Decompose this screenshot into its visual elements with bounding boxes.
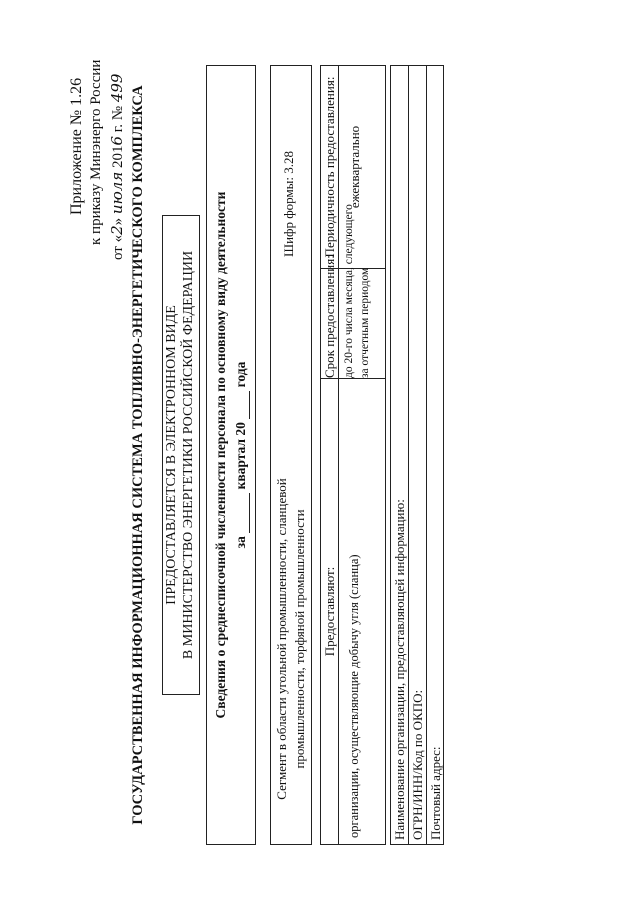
form-code: Шифр формы: 3.28	[281, 150, 296, 258]
segment-line-2: промышленности, торфяной промышленности	[292, 509, 307, 769]
date-mid: »	[110, 217, 126, 226]
order-number: 499	[108, 73, 126, 103]
address-label: Почтовый адрес:	[428, 746, 443, 840]
appendix-number: Приложение № 1.26	[68, 77, 85, 215]
report-title-box	[206, 65, 256, 845]
date-year-digit: 6	[108, 135, 126, 146]
report-period	[233, 66, 250, 844]
provided-line-2: В МИНИСТЕРСТВО ЭНЕРГЕТИКИ РОССИЙСКОЙ ФЕДЕРАЦИИ	[181, 250, 196, 660]
report-title: Сведения о среднесписочной численности персонала по основному виду деятельности	[213, 191, 228, 719]
date-suffix: г. №	[110, 105, 126, 133]
header-deadline: Срок предоставления:	[322, 255, 337, 378]
header-divider	[338, 66, 339, 844]
order-reference: к приказу Минэнерго России	[88, 59, 104, 245]
date-prefix: от «	[110, 234, 126, 260]
segment-box	[270, 65, 312, 845]
ogrn-underline	[426, 66, 427, 844]
cell-deadline-1: до 20-го числа месяца, следующего	[343, 204, 355, 378]
provided-box	[162, 215, 200, 695]
year-blank	[233, 391, 250, 419]
cell-deadline-2: за отчетным периодом	[359, 267, 371, 378]
period-suffix: года	[233, 361, 248, 388]
quarter-blank	[233, 493, 250, 533]
order-date-line	[108, 74, 127, 260]
system-title: ГОСУДАРСТВЕННАЯ ИНФОРМАЦИОННАЯ СИСТЕМА ТОПЛИВНО-ЭНЕРГЕТИЧЕСКОГО КОМПЛЕКСА	[130, 85, 146, 825]
org-name-underline	[408, 66, 409, 844]
segment-line-1: Сегмент в области угольной промышленности, сланцевой	[274, 478, 289, 800]
period-mid: квартал 20	[233, 422, 248, 490]
submission-table	[320, 65, 386, 845]
provided-line-1: ПРЕДОСТАВЛЯЕТСЯ В ЭЛЕКТРОННОМ ВИДЕ	[164, 305, 179, 605]
date-month: июля	[108, 171, 126, 215]
period-prefix: за	[233, 536, 248, 549]
org-name-label: Наименование организации, предоставляющей информацию:	[392, 499, 407, 840]
org-info-box	[390, 65, 444, 845]
ogrn-label: ОГРН/ИНН/Код по ОКПО:	[410, 689, 425, 840]
date-day: 2	[108, 225, 126, 235]
header-frequency: Периодичность предоставления:	[322, 76, 337, 258]
cell-who: организации, осуществляющие добычу угля (сланца)	[347, 554, 361, 838]
date-year-prefix: 201	[110, 145, 126, 168]
cell-frequency: ежеквартально	[347, 125, 362, 209]
header-who: Предоставляют:	[322, 566, 337, 657]
